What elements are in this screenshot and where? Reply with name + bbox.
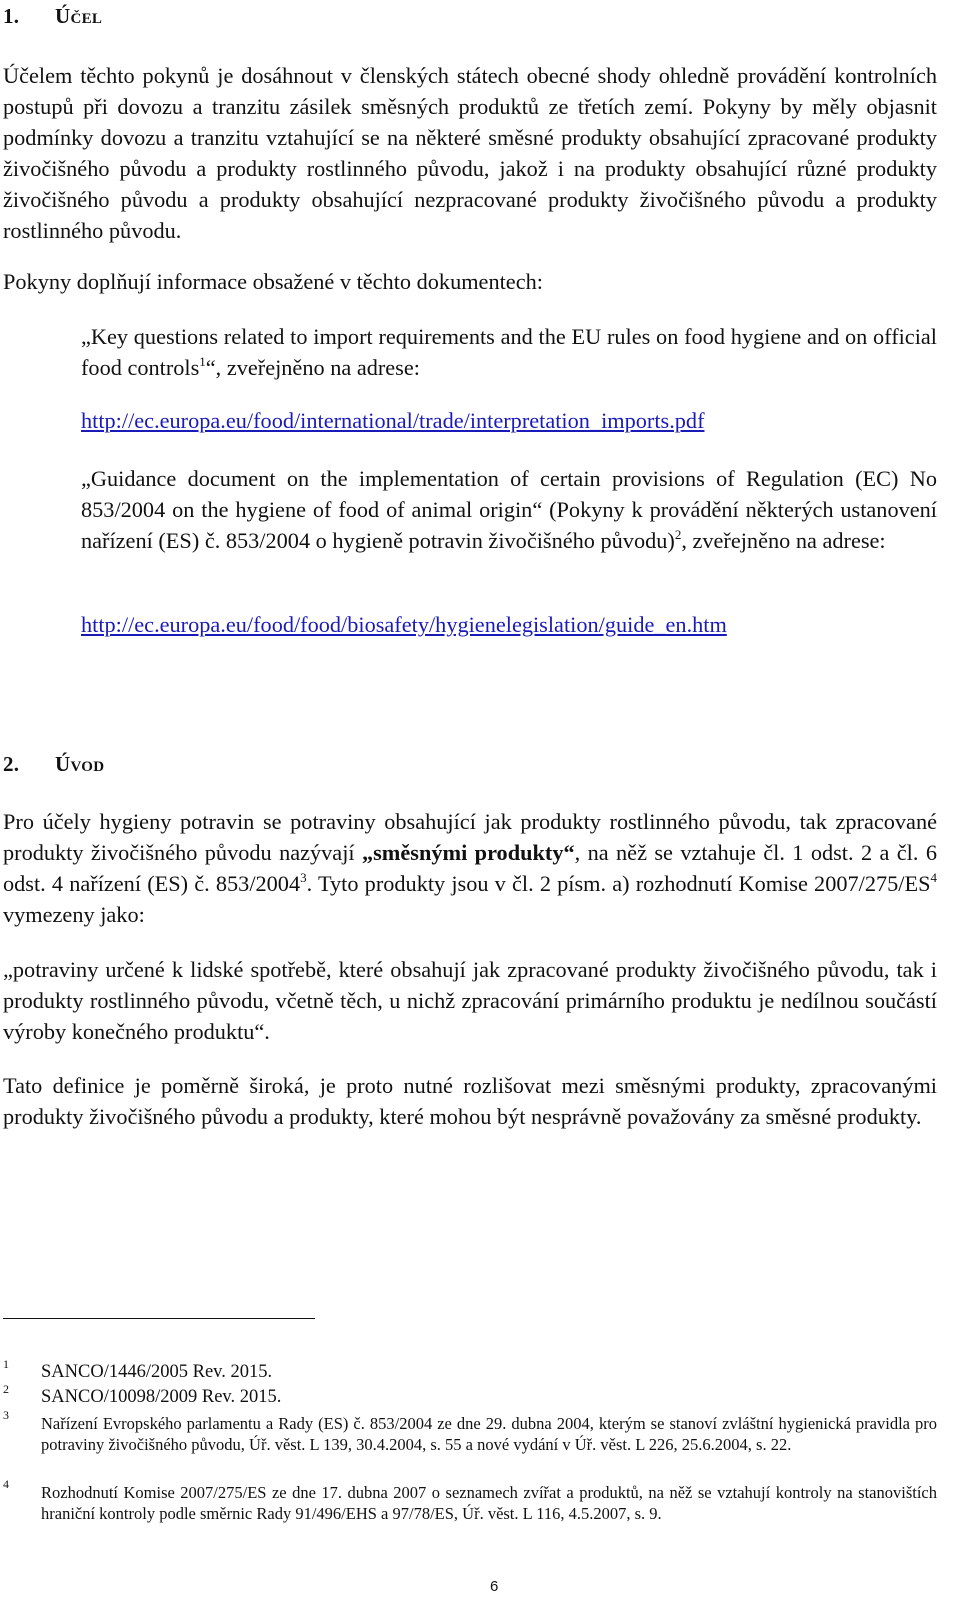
reference-2-text: „Guidance document on the implementation of certain provisions of Regulation (EC) No 853/2004 on the hygiene of food of animal origin“ (Pokyny k provádění některých ustanovení nařízení (ES) č. 853/2004 o hygieně potravin živočišného původu) — [81, 466, 937, 553]
section-heading-1 — [3, 4, 102, 29]
footnote-1 — [3, 1357, 937, 1383]
section-number: 1. — [3, 4, 20, 28]
footnote-ref-4[interactable]: 4 — [930, 870, 937, 885]
scope-paragraph: Tato definice je poměrně široká, je proto nutné rozlišovat mezi směsnými produkty, zpracovanými produkty živočišného původu a produkty, které mohou být nesprávně považovány za směsné produkty. — [3, 1073, 937, 1129]
section-heading-2 — [3, 752, 104, 777]
supplement-intro: Pokyny doplňují informace obsažené v těchto dokumentech: — [3, 269, 543, 294]
section-title-rest: ČEL — [70, 11, 103, 27]
footnote-2 — [3, 1382, 937, 1408]
section-title-initial: Ú — [55, 752, 71, 776]
footnote-ref-3[interactable]: 3 — [300, 870, 307, 885]
footnote-ref-2[interactable]: 2 — [674, 527, 682, 542]
footnote-text: Rozhodnutí Komise 2007/275/ES ze dne 17. dubna 2007 o seznamech zvířat a produktů, na něž se vztahují kontroly na stanovištích hraniční kontroly podle směrnic Rady 91/496/EHS a 97/78/ES, Úř. věst. L 116, 4.5.2007, s. 9. — [41, 1483, 937, 1523]
footnote-mark: 3 — [3, 1408, 9, 1422]
page-number: 6 — [490, 1578, 499, 1595]
definition-text-4: vymezeny jako: — [3, 902, 145, 927]
footnote-mark: 4 — [3, 1477, 9, 1491]
footnote-4 — [3, 1477, 937, 1524]
reference-2-tail: , zveřejněno na adrese: — [681, 528, 886, 553]
definition-paragraph — [3, 806, 937, 930]
reference-1-link[interactable]: http://ec.europa.eu/food/international/trade/interpretation_imports.pdf — [81, 408, 705, 433]
footnote-separator — [3, 1318, 315, 1319]
section-title-initial: Ú — [55, 4, 71, 28]
section-title-rest: VOD — [70, 759, 105, 775]
definition-quote: „potraviny určené k lidské spotřebě, které obsahují jak zpracované produkty živočišného původu, tak i produkty rostlinného původu, včetně těch, u nichž zpracování primárního produktu je nedílnou součástí výroby konečného produktu“. — [3, 957, 937, 1044]
definition-text-3: . Tyto produkty jsou v čl. 2 písm. a) rozhodnutí Komise 2007/275/ES — [306, 871, 931, 896]
section-number: 2. — [3, 752, 20, 776]
mixed-products-term: „směsnými produkty“ — [361, 840, 575, 865]
footnote-text: SANCO/1446/2005 Rev. 2015. — [41, 1362, 273, 1382]
footnote-mark: 1 — [3, 1357, 9, 1371]
definition-text: Pro účely hygieny potravin se potraviny obsahující jak produkty rostlinného původu, tak zpracované produkty živočišného původu nazývají — [3, 809, 937, 865]
reference-1-tail: “, zveřejněno na adrese: — [205, 355, 420, 380]
purpose-paragraph: Účelem těchto pokynů je dosáhnout v členských státech obecné shody ohledně provádění kontrolních postupů při dovozu a tranzitu zásilek směsných produktů ze třetích zemí. Pokyny by měly objasnit podmínky dovozu a tranzitu vztahující se na některé směsné produkty obsahující zpracované produkty živočišného původu a produkty rostlinného původu, jakož i na produkty obsahující různé produkty živočišného původu a produkty obsahující nezpracované produkty živočišného původu a produkty rostlinného původu. — [3, 63, 937, 243]
footnote-text: Nařízení Evropského parlamentu a Rady (ES) č. 853/2004 ze dne 29. dubna 2004, kterým se stanoví zvláštní hygienická pravidla pro potraviny živočišného původu, Úř. věst. L 139, 30.4.2004, s. 55 a nové vydání v Úř. věst. L 226, 25.6.2004, s. 22. — [41, 1414, 937, 1454]
reference-1-text: „Key questions related to import requirements and the EU rules on food hygiene and on official food controls — [81, 324, 937, 380]
footnote-ref-1[interactable]: 1 — [199, 354, 206, 369]
reference-2-link[interactable]: http://ec.europa.eu/food/food/biosafety/hygienelegislation/guide_en.htm — [81, 612, 727, 637]
footnote-3 — [3, 1408, 937, 1455]
footnote-mark: 2 — [3, 1382, 9, 1396]
footnote-text: SANCO/10098/2009 Rev. 2015. — [41, 1387, 282, 1407]
document-reference-1 — [81, 321, 937, 383]
definition-text-2: , na něž se vztahuje čl. 1 odst. 2 a čl. 6 odst. 4 nařízení (ES) č. 853/2004 — [3, 840, 937, 896]
document-reference-2 — [81, 463, 937, 556]
